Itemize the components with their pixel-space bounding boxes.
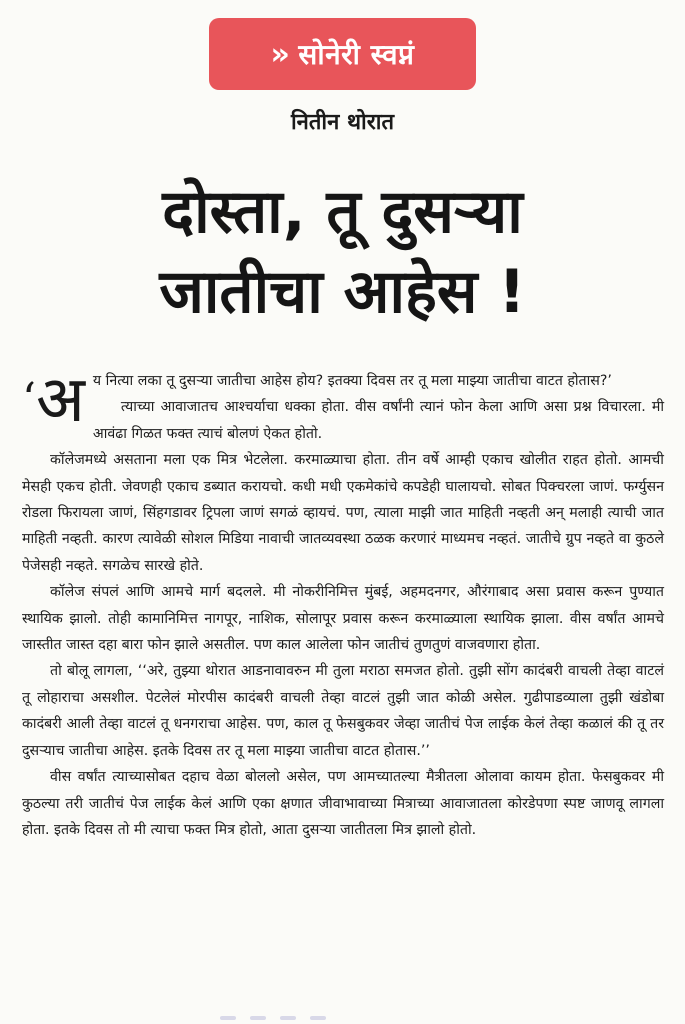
article-paragraph: तो बोलू लागला, ‘‘अरे, तुझ्या थोरात आडनावावरुन मी तुला मराठा समजत होतो. तुझी सोंग कादंबरी वाचली तेव्हा वाटलं तू लोहाराचा असशील. पेटलेलं मोरपीस कादंबरी वाचली तेव्हा वाटलं तुझी जात कोळी असेल. गुढीपाडव्याला तुझी खंडोबा कादंबरी आली तेव्हा वाटलं तू धनगराचा आहेस. पण, काल तू फेसबुकवर जेव्हा जातीचं पेज लाईक केलं तेव्हा कळालं की तू तर दुसऱ्याच जातीचा आहेस. इतके दिवस तर तू मला माझ्या जातीचा वाटत होतास.’’ (22, 663, 664, 759)
chevron-right-icon: » (270, 36, 291, 72)
paragraph-text: य नित्या लका तू दुसऱ्या जातीचा आहेस होय? इतक्या दिवस तर तू मला माझ्या जातीचा वाटत होतास?’ (92, 373, 612, 389)
decorative-dots (220, 1016, 380, 1022)
headline-line-1: दोस्ता, तू दुसऱ्या (162, 177, 523, 247)
drop-cap-letter: अ (36, 363, 85, 437)
section-title: सोनेरी स्वप्नं (298, 38, 415, 71)
article-paragraph: वीस वर्षांत त्याच्यासोबत दहाच वेळा बोललो असेल, पण आमच्यातल्या मैत्रीतला ओलावा कायम होता. फेसबुकवर मी कुठल्या तरी जातीचं पेज लाईक केलं आणि एका क्षणात जीवाभावाच्या मित्राच्या आवाजातला कोरडेपणा स्पष्ट जाणवू लागला होता. इतके दिवस तो मी त्याचा फक्त मित्र होतो, आता दुसऱ्या जातीतला मित्र झालो होतो. (22, 769, 664, 838)
headline (0, 172, 685, 332)
author-byline: नितीन थोरात (290, 110, 394, 135)
article-paragraph: त्याच्या आवाजातच आश्चर्याचा धक्का होता. वीस वर्षांनी त्यानं फोन केला आणि असा प्रश्न विचारला. मी आवंढा गिळत फक्त त्याचं बोलणं ऐकत होतो. (92, 399, 664, 442)
drop-cap (22, 363, 85, 437)
headline-line-2: जातीचा आहेस ! (159, 257, 526, 327)
drop-cap-quote: ‘ (22, 374, 36, 425)
dot (280, 1016, 296, 1020)
article-paragraph: कॉलेजमध्ये असताना मला एक मित्र भेटलेला. करमाळ्याचा होता. तीन वर्षे आम्ही एकाच खोलीत राहत होतो. आमची मेसही एकच होती. जेवणही एकाच डब्यात करायचो. कधी मधी एकमेकांचे कपडेही घालायचो. सोबत पिक्चरला जाणं. फर्ग्युसन रोडला फिरायला जाणं, सिंहगडावर ट्रिपला जाणं सगळं व्हायचं. पण, त्याला माझी जात माहिती नव्हती अन् मलाही त्याची जात माहिती नव्हती. कारण त्यावेळी सोशल मिडिया नावाची जातव्यवस्था ठळक करणारं माध्यमच नव्हतं. जातीचे ग्रुप नव्हते वा कुठले पेजेसही नव्हते. सगळेच सारखे होते. (22, 452, 664, 574)
dot (310, 1016, 326, 1020)
article-body (22, 363, 664, 843)
section-badge (209, 18, 476, 90)
dot (250, 1016, 266, 1020)
dot (220, 1016, 236, 1020)
article-paragraph: कॉलेज संपलं आणि आमचे मार्ग बदलले. मी नोकरीनिमित्त मुंबई, अहमदनगर, औरंगाबाद असा प्रवास करून पुण्यात स्थायिक झालो. तोही कामानिमित्त नागपूर, नाशिक, सोलापूर प्रवास करून करमाळ्याला स्थायिक झाला. वीस वर्षांत आमचे जास्तीत जास्त दहा बारा फोन झाले असतील. पण काल आलेला फोन जातीचं तुणतुणं वाजवणारा होता. (22, 584, 664, 654)
